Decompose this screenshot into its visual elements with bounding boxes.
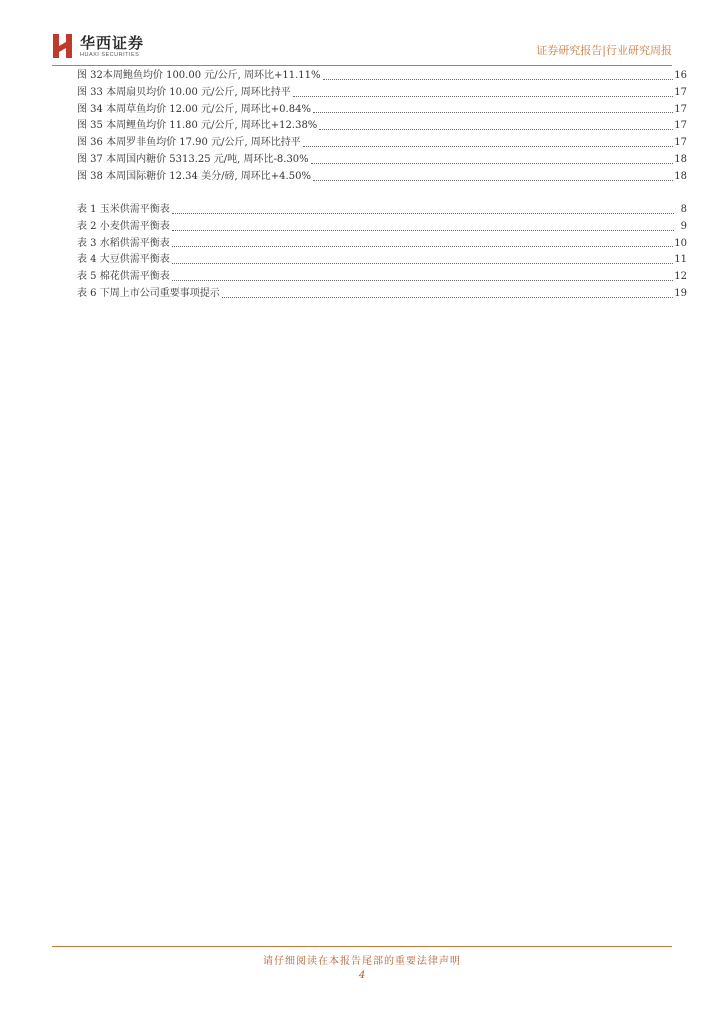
page-ref: 18	[674, 170, 687, 182]
figure-title: 本周罗非鱼均价 17.90 元/公斤, 周环比持平	[102, 137, 301, 149]
page-ref: 17	[674, 103, 687, 115]
dot-leader	[222, 297, 674, 298]
dot-leader	[172, 213, 674, 214]
table-number: 表 4	[77, 254, 97, 266]
logo-chinese-name: 华西证券	[80, 34, 145, 52]
table-title: 水稻供需平衡表	[96, 237, 170, 249]
dot-leader	[303, 146, 673, 147]
toc-entry-figure[interactable]	[77, 167, 687, 184]
page-ref: 19	[674, 287, 687, 299]
figure-title: 本周国内糖价 5313.25 元/吨, 周环比-8.30%	[102, 153, 309, 165]
figure-number: 图 32	[77, 70, 103, 81]
toc-entry-table[interactable]	[77, 250, 687, 267]
page-ref: 8	[680, 204, 687, 215]
toc-entry-figure[interactable]	[77, 150, 687, 167]
figure-number: 图 33	[77, 86, 103, 98]
huaxi-logo	[52, 30, 182, 64]
dot-leader	[313, 180, 673, 181]
figure-number: 图 36	[77, 137, 103, 149]
figure-list	[77, 66, 687, 184]
toc-entry-table[interactable]	[77, 267, 687, 284]
toc-entry-table[interactable]	[77, 200, 687, 217]
table-number: 表 6	[77, 287, 97, 299]
figure-number: 图 35	[77, 120, 103, 132]
dot-leader	[323, 79, 674, 80]
page-ref: 12	[674, 271, 687, 283]
table-number: 表 2	[77, 220, 97, 232]
toc-entry-figure[interactable]	[77, 133, 687, 150]
dot-leader	[313, 112, 673, 113]
table-list	[77, 200, 687, 301]
report-type-label: 证券研究报告|行业研究周报	[536, 44, 672, 57]
table-number: 表 5	[77, 271, 97, 283]
dot-leader	[172, 263, 674, 264]
toc-entry-table[interactable]	[77, 284, 687, 301]
dot-leader	[172, 246, 674, 247]
footer-divider	[52, 946, 672, 947]
page-ref: 9	[680, 220, 687, 232]
table-title: 下周上市公司重要事项提示	[96, 287, 220, 299]
figure-number: 图 34	[77, 103, 103, 115]
page-ref: 16	[674, 70, 687, 81]
figure-title: 本周草鱼均价 12.00 元/公斤, 周环比+0.84%	[102, 103, 311, 115]
huaxi-logo-icon	[52, 32, 74, 60]
figure-title: 本周鲤鱼均价 11.80 元/公斤, 周环比+12.38%	[102, 120, 318, 132]
dot-leader	[293, 96, 673, 97]
toc-entry-table[interactable]	[77, 217, 687, 234]
table-title: 大豆供需平衡表	[96, 254, 170, 266]
figure-title: 本周扇贝均价 10.00 元/公斤, 周环比持平	[102, 86, 291, 98]
legal-disclaimer-note: 请仔细阅读在本报告尾部的重要法律声明	[263, 956, 461, 967]
dot-leader	[311, 163, 674, 164]
figure-number: 图 38	[77, 170, 103, 182]
table-number: 表 1	[77, 204, 97, 215]
dot-leader	[319, 129, 673, 130]
table-title: 小麦供需平衡表	[96, 220, 170, 232]
dot-leader	[172, 230, 674, 231]
toc-entry-table[interactable]	[77, 234, 687, 251]
figure-number: 图 37	[77, 153, 103, 165]
figure-title: 本周鲍鱼均价 100.00 元/公斤, 周环比+11.11%	[102, 70, 321, 81]
toc-entry-figure[interactable]	[77, 66, 687, 83]
table-number: 表 3	[77, 237, 97, 249]
toc-entry-figure[interactable]	[77, 116, 687, 133]
page-ref: 17	[674, 120, 687, 132]
toc-entry-figure[interactable]	[77, 100, 687, 117]
table-title: 玉米供需平衡表	[96, 204, 170, 215]
page-header	[52, 28, 672, 64]
page-ref: 17	[674, 86, 687, 98]
toc-entry-figure[interactable]	[77, 83, 687, 100]
page-number: 4	[358, 970, 366, 981]
page-ref: 18	[674, 153, 687, 165]
figure-title: 本周国际糖价 12.34 美分/磅, 周环比+4.50%	[102, 170, 311, 182]
page-ref: 11	[674, 254, 687, 266]
logo-english-name: HUAXI SECURITIES	[80, 52, 140, 58]
dot-leader	[172, 280, 674, 281]
page-ref: 17	[674, 137, 687, 149]
table-title: 棉花供需平衡表	[96, 271, 170, 283]
page-ref: 10	[674, 237, 687, 249]
